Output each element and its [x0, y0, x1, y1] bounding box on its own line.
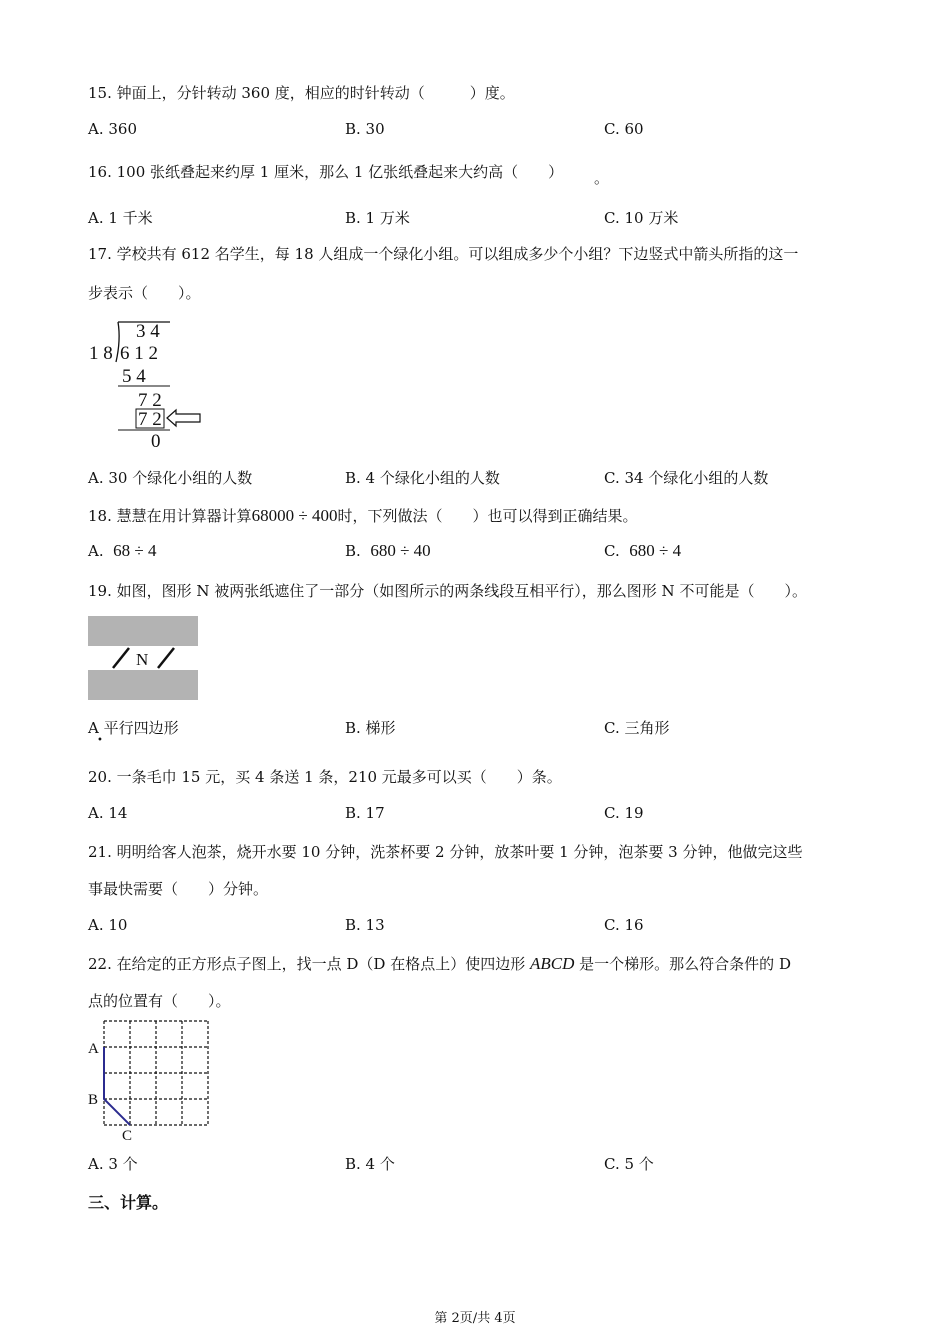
division-divisor: 1 8 — [89, 343, 113, 364]
division-remainder: 0 — [151, 431, 161, 452]
question-21-line2: 事最快需要（ ）分钟。 — [88, 880, 269, 898]
q22-option-a: A. 3 个 — [88, 1155, 138, 1173]
question-19-text: 19. 如图，图形 N 被两张纸遮住了一部分（如图所示的两条线段互相平行），那么图形 N 不可能是（ ）。 — [88, 582, 807, 600]
q22-option-c: C. 5 个 — [604, 1155, 654, 1173]
q18-expression: 68000 ÷ 400 — [251, 506, 338, 525]
segment-abc — [104, 1047, 130, 1125]
q22-prefix: 22. 在给定的正方形点子图上，找一点 D（D 在格点上）使四边形 — [88, 955, 526, 973]
division-quotient: 3 4 — [136, 321, 160, 342]
shape-n-label: N — [136, 650, 149, 669]
page-footer: 第 2页/共 4页 — [434, 1311, 516, 1326]
dot-grid-figure — [86, 1016, 214, 1144]
q21-option-b: B. 13 — [345, 916, 385, 934]
question-22-line2: 点的位置有（ ）。 — [88, 992, 231, 1010]
q16-option-a: A. 1 千米 — [88, 209, 153, 227]
bottom-paper — [88, 670, 198, 700]
q19-option-b: B. 梯形 — [345, 719, 396, 737]
question-16-text: 16. 100 张纸叠起来约厚 1 厘米，那么 1 亿张纸叠起来大约高（ ） — [88, 163, 564, 181]
q22-suffix: 是一个梯形。那么符合条件的 D — [579, 955, 791, 973]
question-15-text: 15. 钟面上，分针转动 360 度，相应的时针转动（ ）度。 — [88, 84, 515, 102]
q22-quadrilateral: ABCD — [530, 954, 575, 973]
right-parallel-segment — [158, 648, 174, 668]
q15-option-a: A. 360 — [88, 120, 137, 138]
division-boxed-step: 7 2 — [138, 409, 162, 430]
division-dividend: 6 1 2 — [120, 343, 158, 364]
q18-option-b: B. 680 ÷ 40 — [345, 541, 431, 560]
q17-option-b: B. 4 个绿化小组的人数 — [345, 469, 500, 487]
question-18-text — [88, 505, 637, 526]
q19-option-c: C. 三角形 — [604, 719, 670, 737]
q16-option-c: C. 10 万米 — [604, 209, 679, 227]
q17-option-c: C. 34 个绿化小组的人数 — [604, 469, 769, 487]
point-a-label: A — [88, 1041, 99, 1057]
q17-option-a: A. 30 个绿化小组的人数 — [88, 469, 253, 487]
left-arrow-icon — [167, 410, 200, 426]
question-17-line2: 步表示（ ）。 — [88, 284, 201, 302]
left-parallel-segment — [113, 648, 129, 668]
division-step2: 7 2 — [138, 390, 162, 411]
long-division-figure — [84, 318, 214, 454]
q22-option-b: B. 4 个 — [345, 1155, 395, 1173]
q20-option-c: C. 19 — [604, 804, 644, 822]
q21-option-c: C. 16 — [604, 916, 644, 934]
q18-option-c: C. 680 ÷ 4 — [604, 541, 682, 560]
point-c-label: C — [122, 1128, 133, 1144]
q15-option-b: B. 30 — [345, 120, 385, 138]
q19-option-a-dot: • — [97, 735, 103, 746]
covered-shape-figure — [88, 616, 198, 700]
q20-option-a: A. 14 — [88, 804, 128, 822]
question-22-line1 — [88, 953, 791, 974]
division-bracket — [116, 322, 119, 362]
q19-option-a: A 平行四边形 — [88, 719, 179, 737]
question-17-line1: 17. 学校共有 612 名学生，每 18 人组成一个绿化小组。可以组成多少个小组？下边竖式中箭头所指的这一 — [88, 245, 799, 263]
q18-suffix: 时，下列做法（ ）也可以得到正确结果。 — [337, 507, 638, 525]
section-title: 三、计算。 — [88, 1193, 169, 1212]
point-b-label: B — [88, 1092, 99, 1108]
top-paper — [88, 616, 198, 646]
question-20-text: 20. 一条毛巾 15 元，买 4 条送 1 条，210 元最多可以买（ ）条。 — [88, 768, 562, 786]
division-step1: 5 4 — [122, 366, 146, 387]
question-16-period: 。 — [594, 169, 610, 187]
q20-option-b: B. 17 — [345, 804, 385, 822]
q15-option-c: C. 60 — [604, 120, 644, 138]
q21-option-a: A. 10 — [88, 916, 128, 934]
q18-prefix: 18. 慧慧在用计算器计算 — [88, 507, 252, 525]
q18-option-a: A. 68 ÷ 4 — [88, 541, 157, 560]
question-21-line1: 21. 明明给客人泡茶，烧开水要 10 分钟，洗茶杯要 2 分钟，放茶叶要 1 分钟，泡茶要 3 分钟，他做完这些 — [88, 843, 803, 861]
dashed-grid — [104, 1021, 208, 1125]
q16-option-b: B. 1 万米 — [345, 209, 410, 227]
